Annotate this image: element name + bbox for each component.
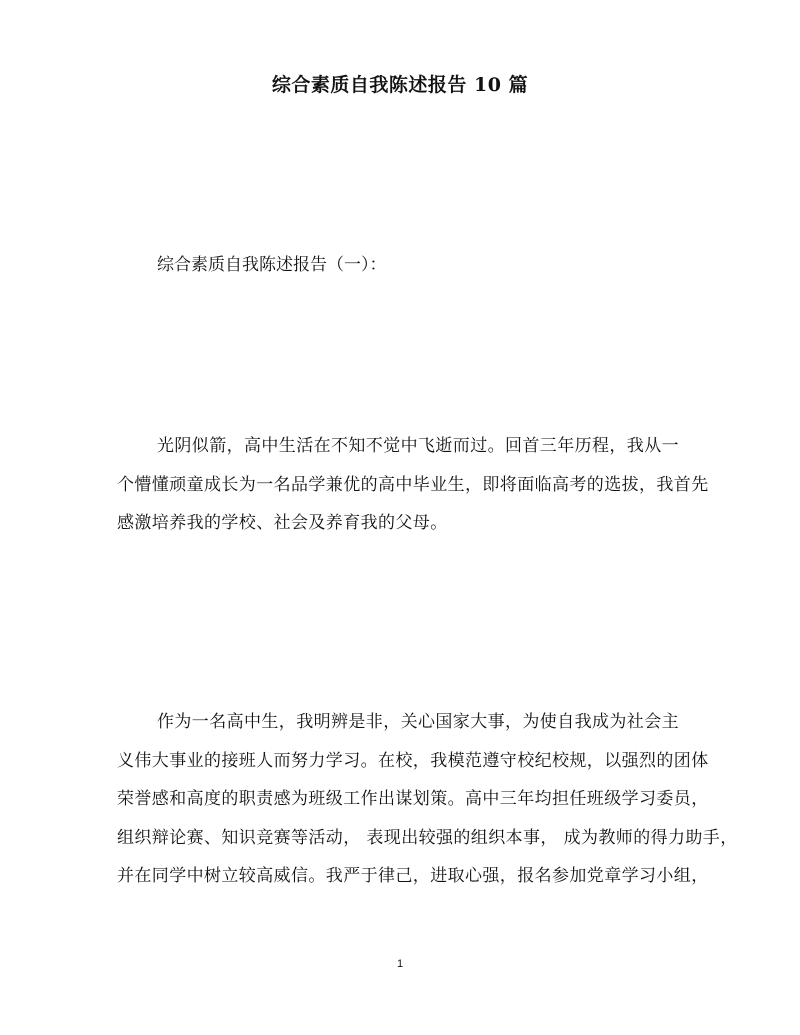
paragraph-line: 光阴似箭，高中生活在不知不觉中飞逝而过。回首三年历程，我从一 [157,436,679,456]
document-title: 综合素质自我陈述报告 10 篇 [271,74,529,96]
paragraph-line: 作为一名高中生，我明辨是非，关心国家大事，为使自我成为社会主 [157,712,679,732]
paragraph-line: 感激培养我的学校、社会及养育我的父母。 [117,513,448,533]
section-heading: 综合素质自我陈述报告（一）： [157,255,387,275]
paragraph-line: 并在同学中树立较高威信。我严于律己，进取心强，报名参加党章学习小组， [117,866,709,886]
paragraph-line: 个懵懂顽童成长为一名品学兼优的高中毕业生，即将面临高考的选拔，我首先 [117,474,709,495]
paragraph-2 [117,703,738,896]
paragraph-1 [117,427,707,543]
page-number: 1 [396,958,404,970]
paragraph-line: 荣誉感和高度的职责感为班级工作出谋划策。高中三年均担任班级学习委员， [117,789,709,809]
paragraph-line: 组织辩论赛、知识竞赛等活动， 表现出较强的组织本事， 成为教师的得力助手， [117,827,738,848]
paragraph-line: 义伟大事业的接班人而努力学习。在校，我模范遵守校纪校规，以强烈的团体 [117,750,709,771]
